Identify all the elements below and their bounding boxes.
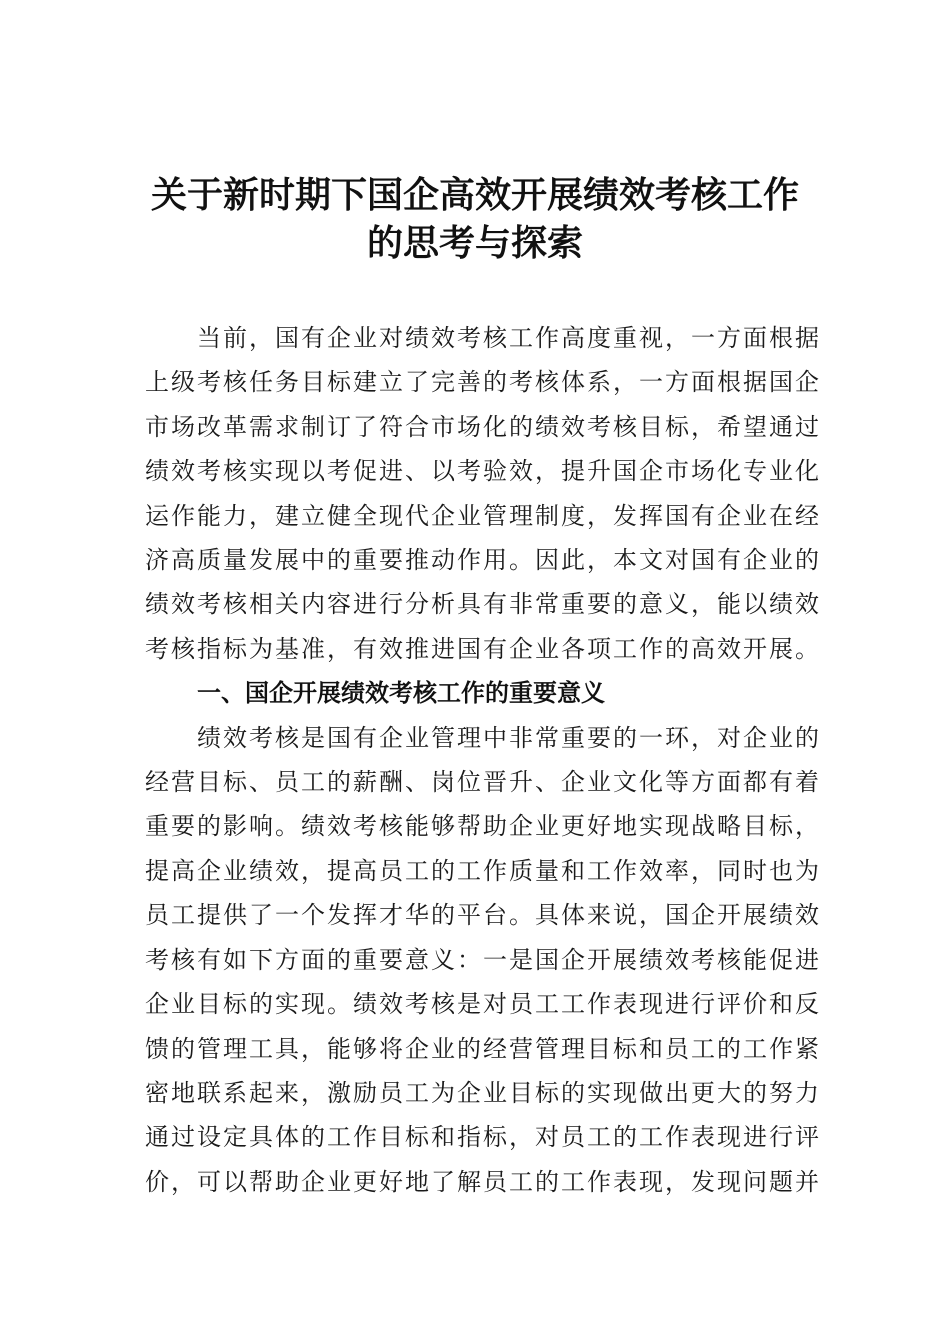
- text-line: 绩效考核是国有企业管理中非常重要的一环，对企业的: [197, 723, 821, 752]
- text-line: 重要的影响。绩效考核能够帮助企业更好地实现战略目标，: [145, 812, 821, 841]
- text-line: 上级考核任务目标建立了完善的考核体系，一方面根据国企: [145, 368, 821, 397]
- document-body: [145, 316, 821, 1204]
- section-heading: 一、国企开展绩效考核工作的重要意义: [197, 679, 605, 708]
- text-line: 馈的管理工具，能够将企业的经营管理目标和员工的工作紧: [145, 1034, 821, 1063]
- section-paragraph: [145, 716, 821, 1204]
- text-line: 绩效考核实现以考促进、以考验效，提升国企市场化专业化: [145, 457, 821, 486]
- text-line: 价，可以帮助企业更好地了解员工的工作表现，发现问题并: [145, 1167, 821, 1196]
- text-line: 员工提供了一个发挥才华的平台。具体来说，国企开展绩效: [145, 901, 821, 930]
- text-line: 当前，国有企业对绩效考核工作高度重视，一方面根据: [197, 324, 821, 352]
- document-title-line-1: 关于新时期下国企高效开展绩效考核工作: [150, 174, 799, 216]
- text-line: 运作能力，建立健全现代企业管理制度，发挥国有企业在经: [145, 501, 821, 530]
- text-line: 通过设定具体的工作目标和指标，对员工的工作表现进行评: [145, 1123, 821, 1152]
- text-line: 考核有如下方面的重要意义：一是国企开展绩效考核能促进: [145, 945, 821, 974]
- text-line: 提高企业绩效，提高员工的工作质量和工作效率，同时也为: [145, 856, 821, 885]
- text-line: 经营目标、员工的薪酬、岗位晋升、企业文化等方面都有着: [145, 768, 821, 797]
- text-line: 绩效考核相关内容进行分析具有非常重要的意义，能以绩效: [145, 590, 821, 619]
- intro-paragraph: [145, 316, 821, 671]
- text-line: 济高质量发展中的重要推动作用。因此，本文对国有企业的: [145, 546, 821, 575]
- document-title-line-2: 的思考与探索: [366, 222, 583, 264]
- text-line: 企业目标的实现。绩效考核是对员工工作表现进行评价和反: [145, 990, 821, 1019]
- text-line: 密地联系起来，激励员工为企业目标的实现做出更大的努力: [145, 1078, 821, 1107]
- text-line: 考核指标为基准，有效推进国有企业各项工作的高效开展。: [145, 634, 821, 663]
- text-line: 市场改革需求制订了符合市场化的绩效考核目标，希望通过: [145, 412, 821, 441]
